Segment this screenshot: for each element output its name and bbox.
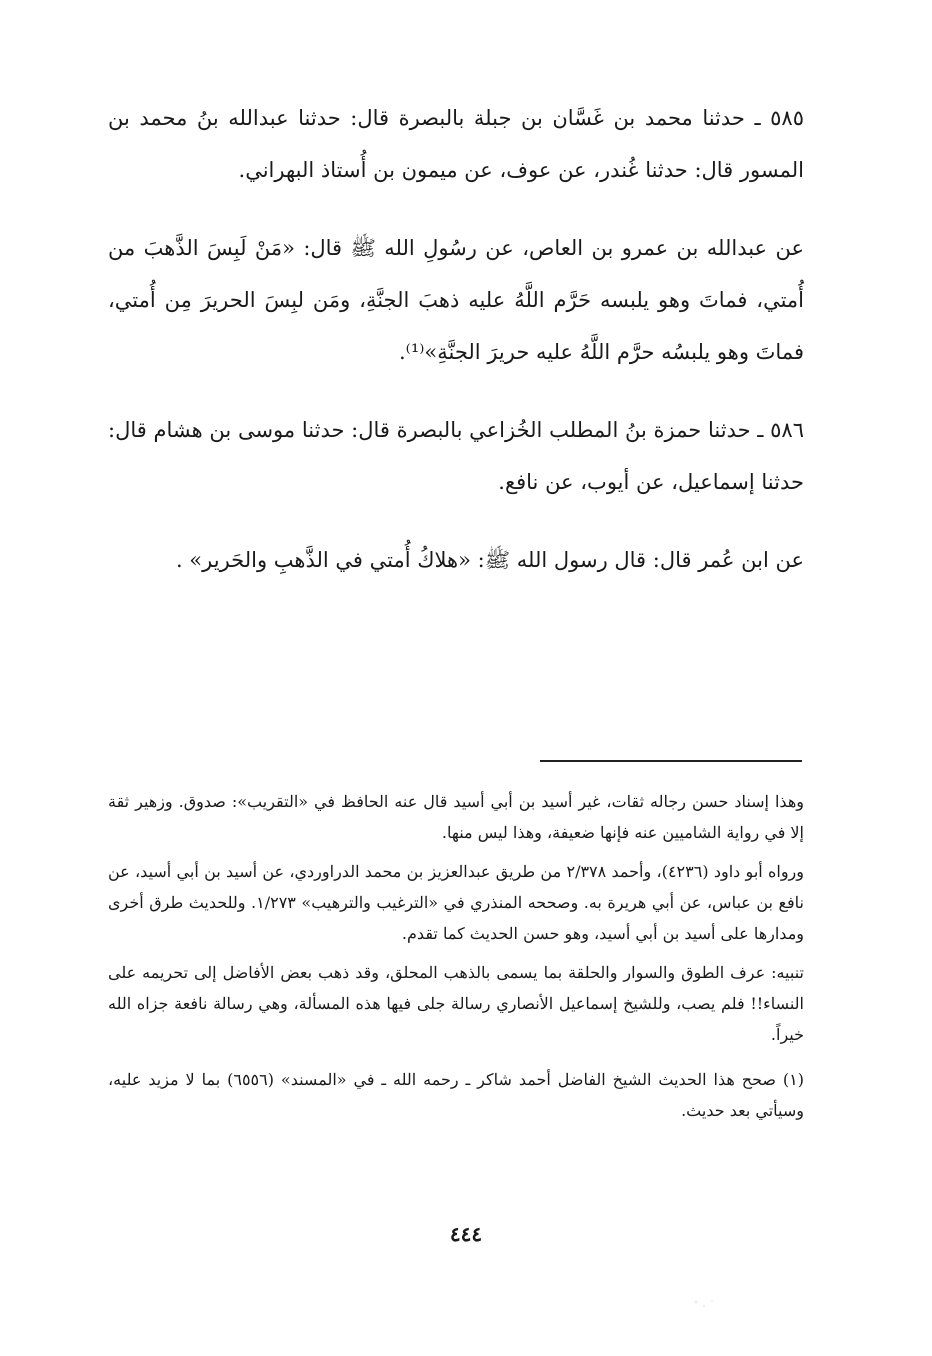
footnotes-section	[108, 786, 804, 1126]
hadith-586-matn: عن ابن عُمر قال: قال رسول الله ﷺ: «هلاكُ أُمتي في الذَّهبِ والحَرير» .	[175, 548, 804, 572]
page-number: ٤٤٤	[449, 1222, 483, 1246]
footnote-divider	[540, 760, 802, 762]
note-paragraph: وهذا إسناد حسن رجاله ثقات، غير أسيد بن أبي أسيد قال عنه الحافظ في «التقريب»: صدوق. وزهير ثقة إلا في رواية الشاميين عنه فإنها ضعيفة، وهذا ليس منها.	[108, 792, 804, 842]
hadith-585-matn: عن عبدالله بن عمرو بن العاص، عن رسُولِ الله ﷺ قال: «مَنْ لَبِسَ الذَّهبَ من أُمتي، فماتَ وهو يلبسه حَرَّم اللَّهُ عليه ذهبَ الجنَّةِ، ومَن لبِسَ الحريرَ مِن أُمتي، فماتَ وهو يلبسُه حرَّم اللَّهُ عليه حريرَ الجنَّةِ»⁽¹⁾.	[108, 236, 804, 364]
hadith-586-isnad: ٥٨٦ ـ حدثنا حمزة بنُ المطلب الخُزاعي بالبصرة قال: حدثنا موسى بن هشام قال: حدثنا إسماعيل، عن أيوب، عن نافع.	[108, 418, 804, 494]
scan-speck	[690, 1296, 720, 1314]
note-paragraph: تنبيه: عرف الطوق والسوار والحلقة بما يسمى بالذهب المحلق، وقد ذهب بعض الأفاضل إلى تحريمه على النساء!! فلم يصب، وللشيخ إسماعيل الأنصاري رسالة جلى فيها هذه المسألة، وهي رسالة نافعة جزاه الله خيراً.	[108, 963, 804, 1044]
hadith-585-isnad: ٥٨٥ ـ حدثنا محمد بن غَسَّان بن جبلة بالبصرة قال: حدثنا عبدالله بنُ محمد بن المسور قال: حدثنا غُندر، عن عوف، عن ميمون بن أُستاذ البهراني.	[108, 106, 804, 182]
main-text	[108, 92, 804, 586]
note-paragraph: ورواه أبو داود (٤٢٣٦)، وأحمد ٢/٣٧٨ من طريق عبدالعزيز بن محمد الدراوردي، عن أسيد بن أبي أسيد، عن نافع بن عباس، عن أبي هريرة به. وصححه المنذري في «الترغيب والترهيب» ١/٢٧٣. وللحديث طرق أخرى ومدارها على أسيد بن أبي أسيد، وهو حسن الحديث كما تقدم.	[108, 862, 805, 943]
footnote-1: (١) صحح هذا الحديث الشيخ الفاضل أحمد شاكر ـ رحمه الله ـ في «المسند» (٦٥٥٦) بما لا مزيد عليه، وسيأتي بعد حديث.	[108, 1070, 804, 1120]
